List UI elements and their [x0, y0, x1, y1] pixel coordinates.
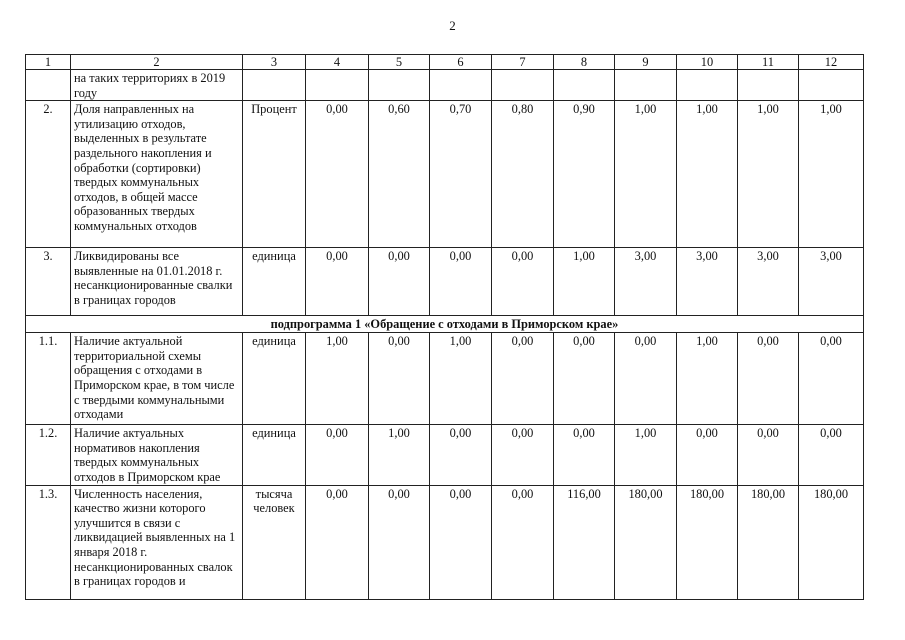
value-cell: 0,00: [677, 425, 738, 485]
value-cell: 0,00: [615, 333, 677, 425]
value-cell: [430, 70, 492, 101]
column-number: 12: [799, 55, 864, 70]
unit-cell: тысяча человек: [243, 485, 306, 599]
value-cell: 0,00: [554, 425, 615, 485]
column-number-header-row: [26, 55, 864, 70]
table-row: [26, 248, 864, 316]
value-cell: 0,00: [738, 425, 799, 485]
value-cell: 1,00: [430, 333, 492, 425]
value-cell: [615, 70, 677, 101]
value-cell: 0,00: [306, 485, 369, 599]
indicator-name-cell: Наличие актуальных нормативов накопления твердых коммунальных отходов в Приморском крае: [71, 425, 243, 485]
value-cell: 0,00: [738, 333, 799, 425]
value-cell: 0,00: [492, 485, 554, 599]
row-number-cell: 1.3.: [26, 485, 71, 599]
subprogram-title: подпрограмма 1 «Обращение с отходами в Приморском крае»: [26, 316, 864, 333]
value-cell: 180,00: [677, 485, 738, 599]
value-cell: 0,00: [369, 485, 430, 599]
row-number-cell: 1.1.: [26, 333, 71, 425]
column-number: 2: [71, 55, 243, 70]
column-number: 10: [677, 55, 738, 70]
value-cell: [799, 70, 864, 101]
indicators-table: [25, 54, 864, 600]
value-cell: 0,00: [306, 248, 369, 316]
value-cell: 116,00: [554, 485, 615, 599]
value-cell: 0,00: [799, 333, 864, 425]
value-cell: [369, 70, 430, 101]
value-cell: 0,80: [492, 101, 554, 248]
column-number: 6: [430, 55, 492, 70]
value-cell: 0,90: [554, 101, 615, 248]
value-cell: [492, 70, 554, 101]
unit-cell: единица: [243, 333, 306, 425]
value-cell: 1,00: [369, 425, 430, 485]
value-cell: 0,00: [554, 333, 615, 425]
value-cell: 0,00: [306, 101, 369, 248]
value-cell: 180,00: [738, 485, 799, 599]
value-cell: 0,00: [799, 425, 864, 485]
value-cell: 0,60: [369, 101, 430, 248]
table-row: [26, 70, 864, 101]
column-number: 9: [615, 55, 677, 70]
indicator-name-cell: Ликвидированы все выявленные на 01.01.2018 г. несанкционированные свалки в границах городов: [71, 248, 243, 316]
value-cell: 0,00: [492, 425, 554, 485]
value-cell: 0,00: [430, 248, 492, 316]
value-cell: 1,00: [738, 101, 799, 248]
column-number: 4: [306, 55, 369, 70]
value-cell: [738, 70, 799, 101]
row-number-cell: 1.2.: [26, 425, 71, 485]
page-number: 2: [449, 18, 456, 33]
value-cell: 3,00: [799, 248, 864, 316]
table-row: [26, 101, 864, 248]
column-number: 8: [554, 55, 615, 70]
indicator-name-cell: Численность населения, качество жизни которого улучшится в связи с ликвидацией выявленных на 1 января 2018 г. несанкционированных свалок в границах городов и: [71, 485, 243, 599]
row-number-cell: 2.: [26, 101, 71, 248]
value-cell: 3,00: [738, 248, 799, 316]
unit-cell: единица: [243, 425, 306, 485]
column-number: 1: [26, 55, 71, 70]
value-cell: 0,70: [430, 101, 492, 248]
value-cell: 0,00: [430, 485, 492, 599]
value-cell: 1,00: [677, 101, 738, 248]
column-number: 5: [369, 55, 430, 70]
value-cell: 180,00: [615, 485, 677, 599]
value-cell: [677, 70, 738, 101]
table-row: [26, 485, 864, 599]
column-number: 7: [492, 55, 554, 70]
indicator-name-cell: Доля направленных на утилизацию отходов, выделенных в результате раздельного накопления и обработки (сортировки) твердых коммунальных отходов, в общей массе образованных твердых коммунальных отходов: [71, 101, 243, 248]
value-cell: 1,00: [554, 248, 615, 316]
indicator-name-cell: Наличие актуальной территориальной схемы обращения с отходами в Приморском крае, в том числе с твердыми коммунальными отходами: [71, 333, 243, 425]
value-cell: [554, 70, 615, 101]
value-cell: 0,00: [306, 425, 369, 485]
value-cell: 3,00: [677, 248, 738, 316]
unit-cell: Процент: [243, 101, 306, 248]
subprogram-heading-row: [26, 316, 864, 333]
value-cell: 180,00: [799, 485, 864, 599]
value-cell: 1,00: [615, 101, 677, 248]
value-cell: 1,00: [615, 425, 677, 485]
row-number-cell: [26, 70, 71, 101]
unit-cell: [243, 70, 306, 101]
value-cell: 0,00: [369, 248, 430, 316]
column-number: 3: [243, 55, 306, 70]
value-cell: [306, 70, 369, 101]
column-number: 11: [738, 55, 799, 70]
indicator-name-cell: на таких территориях в 2019 году: [71, 70, 243, 101]
value-cell: 1,00: [677, 333, 738, 425]
value-cell: 0,00: [492, 333, 554, 425]
value-cell: 0,00: [369, 333, 430, 425]
row-number-cell: 3.: [26, 248, 71, 316]
table-row: [26, 333, 864, 425]
value-cell: 1,00: [306, 333, 369, 425]
value-cell: 0,00: [430, 425, 492, 485]
table-row: [26, 425, 864, 485]
value-cell: 0,00: [492, 248, 554, 316]
value-cell: 1,00: [799, 101, 864, 248]
value-cell: 3,00: [615, 248, 677, 316]
unit-cell: единица: [243, 248, 306, 316]
